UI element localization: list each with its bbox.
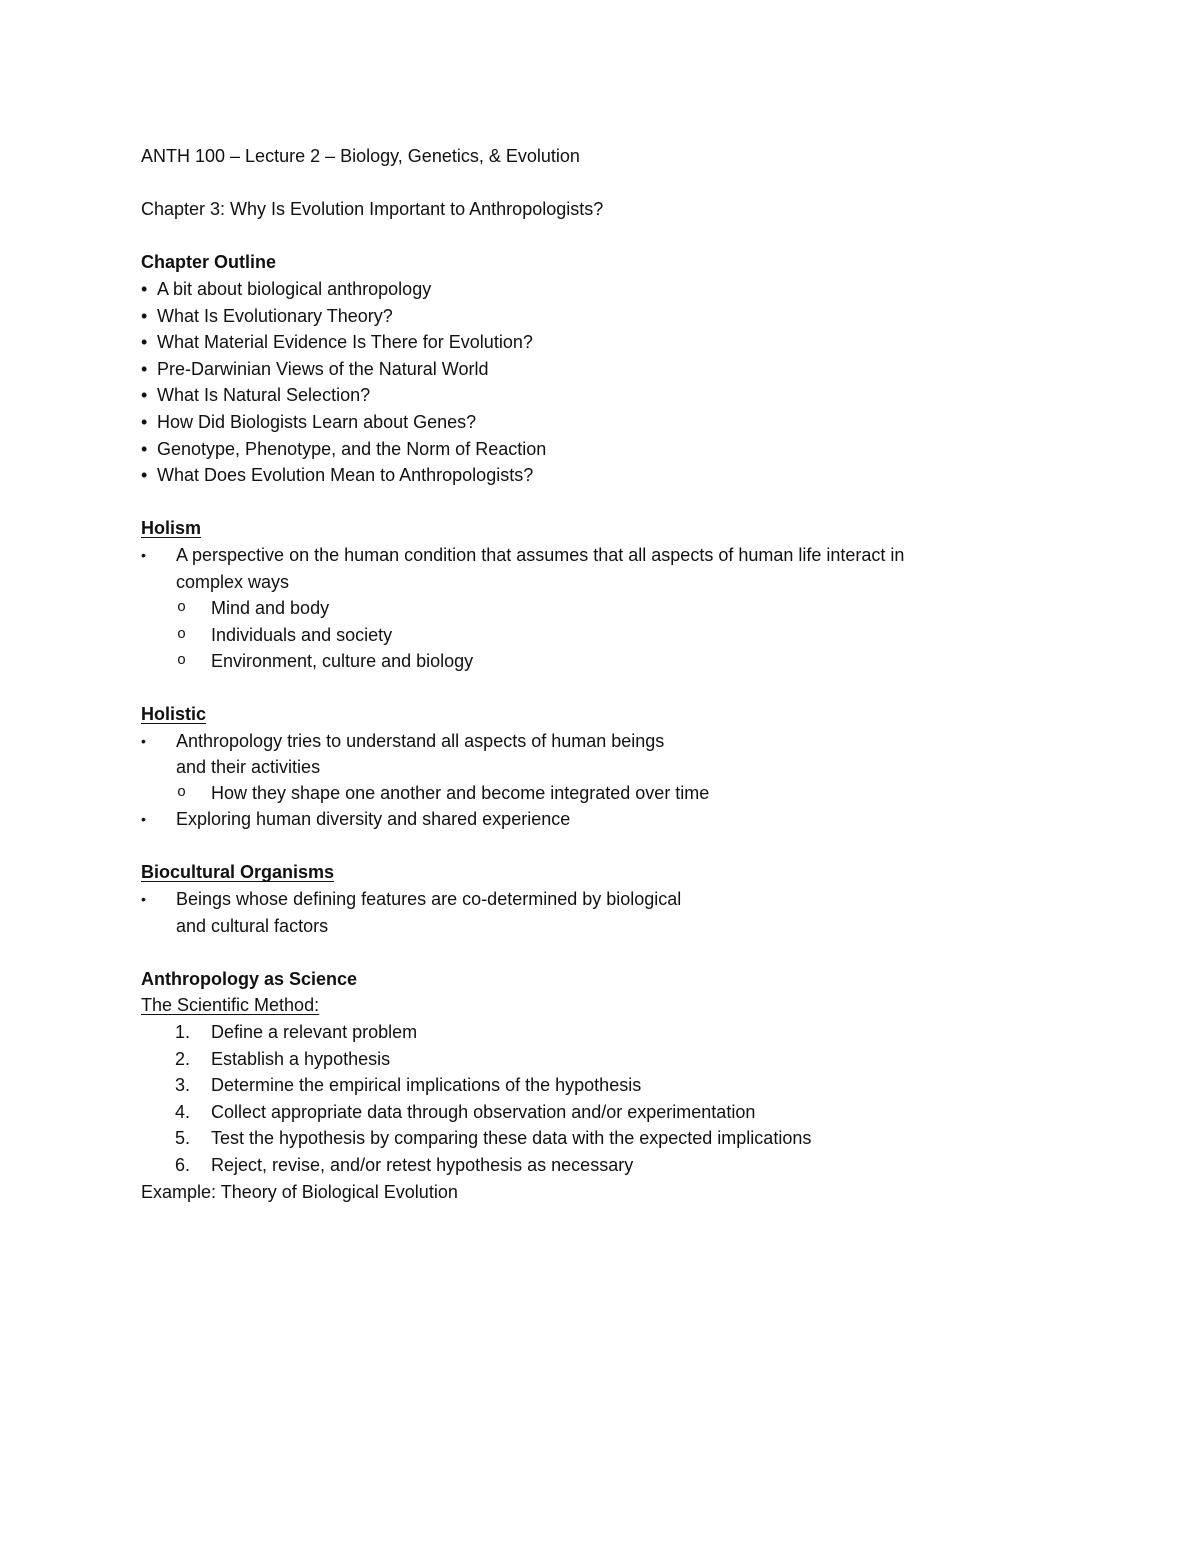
bullet-marker: • xyxy=(141,385,148,406)
bullet-marker: • xyxy=(141,891,146,908)
step-number: 4. xyxy=(175,1101,191,1122)
holistic-sub-item xyxy=(141,780,1041,807)
holism-bullet-text-1: A perspective on the human condition that assumes that all aspects of human life interact in xyxy=(176,544,905,565)
biocultural-bullet-continued: and cultural factors xyxy=(176,915,329,936)
holism-sub-item xyxy=(141,595,1041,622)
outline-item-text: How Did Biologists Learn about Genes? xyxy=(157,411,477,432)
outline-item-text: Pre-Darwinian Views of the Natural World xyxy=(157,358,489,379)
chapter-title: Chapter 3: Why Is Evolution Important to Anthropologists? xyxy=(141,199,604,220)
bullet-marker: • xyxy=(141,358,148,379)
scientific-method-step xyxy=(141,1019,1041,1046)
outline-item-text: What Is Evolutionary Theory? xyxy=(157,305,393,326)
sub-bullet-marker: o xyxy=(177,599,187,617)
bullet-marker: • xyxy=(141,733,146,750)
scientific-method-step xyxy=(141,1152,1041,1179)
scientific-method-subheading: The Scientific Method: xyxy=(141,995,320,1016)
holistic-sub-item-text: How they shape one another and become integrated over time xyxy=(211,782,710,803)
outline-item xyxy=(141,329,1041,356)
holism-bullet xyxy=(141,542,1041,569)
outline-item-text: Genotype, Phenotype, and the Norm of Reaction xyxy=(157,438,547,459)
scientific-method-steps xyxy=(141,1019,1041,1179)
scientific-method-step xyxy=(141,1072,1041,1099)
outline-heading: Chapter Outline xyxy=(141,252,277,273)
science-heading: Anthropology as Science xyxy=(141,968,358,989)
bullet-marker: • xyxy=(141,278,148,299)
holistic-bullet-1 xyxy=(141,728,1041,755)
outline-list xyxy=(141,276,1041,489)
scientific-method-step xyxy=(141,1125,1041,1152)
document-title: ANTH 100 – Lecture 2 – Biology, Genetics, & Evolution xyxy=(141,146,580,166)
outline-item xyxy=(141,409,1041,436)
scientific-method-step xyxy=(141,1046,1041,1073)
bullet-marker: • xyxy=(141,465,148,486)
bullet-marker: • xyxy=(141,811,146,828)
holism-heading: Holism xyxy=(141,518,202,539)
holism-sub-list xyxy=(141,595,1041,675)
step-text: Collect appropriate data through observation and/or experimentation xyxy=(211,1101,756,1122)
science-example: Example: Theory of Biological Evolution xyxy=(141,1181,458,1202)
outline-item-text: What Does Evolution Mean to Anthropologists? xyxy=(157,465,534,486)
outline-item-text: A bit about biological anthropology xyxy=(157,278,432,299)
step-text: Reject, revise, and/or retest hypothesis as necessary xyxy=(211,1154,634,1175)
outline-item xyxy=(141,382,1041,409)
step-number: 1. xyxy=(175,1022,191,1042)
holism-sub-item-text: Environment, culture and biology xyxy=(211,651,474,672)
outline-item xyxy=(141,462,1041,489)
holism-sub-item xyxy=(141,622,1041,649)
bullet-marker: • xyxy=(141,305,148,326)
step-number: 2. xyxy=(175,1048,191,1069)
bullet-marker: • xyxy=(141,438,148,459)
biocultural-bullet xyxy=(141,886,1041,913)
outline-item-text: What Material Evidence Is There for Evolution? xyxy=(157,332,533,353)
scientific-method-step xyxy=(141,1099,1041,1126)
bullet-marker: • xyxy=(141,411,148,432)
biocultural-heading: Biocultural Organisms xyxy=(141,862,335,883)
bullet-marker: • xyxy=(141,332,148,353)
holistic-bullet-1-text: Anthropology tries to understand all aspects of human beings xyxy=(176,731,665,752)
holistic-heading: Holistic xyxy=(141,704,207,725)
holism-sub-item-text: Mind and body xyxy=(211,598,330,619)
holistic-bullet-2 xyxy=(141,806,1041,833)
holism-bullet-continued: complex ways xyxy=(176,571,290,592)
step-number: 3. xyxy=(175,1075,191,1096)
outline-item-text: What Is Natural Selection? xyxy=(157,385,371,406)
outline-item xyxy=(141,303,1041,330)
outline-item xyxy=(141,356,1041,383)
step-text: Define a relevant problem xyxy=(211,1022,418,1042)
step-text: Determine the empirical implications of the hypothesis xyxy=(211,1075,642,1096)
holistic-bullet-2-text: Exploring human diversity and shared experience xyxy=(176,809,571,830)
step-number: 5. xyxy=(175,1128,191,1149)
step-text: Establish a hypothesis xyxy=(211,1048,391,1069)
holism-sub-item xyxy=(141,648,1041,675)
holism-sub-item-text: Individuals and society xyxy=(211,624,393,645)
biocultural-bullet-text: Beings whose defining features are co-determined by biological xyxy=(176,889,682,910)
document-body xyxy=(141,143,1041,1205)
sub-bullet-marker: o xyxy=(177,625,187,643)
bullet-marker: • xyxy=(141,546,146,563)
sub-bullet-marker: o xyxy=(177,652,187,670)
holistic-bullet-1-continued: and their activities xyxy=(176,756,321,777)
step-number: 6. xyxy=(175,1154,191,1175)
sub-bullet-marker: o xyxy=(177,783,187,801)
outline-item xyxy=(141,436,1041,463)
step-text: Test the hypothesis by comparing these data with the expected implications xyxy=(211,1128,812,1149)
outline-item xyxy=(141,276,1041,303)
